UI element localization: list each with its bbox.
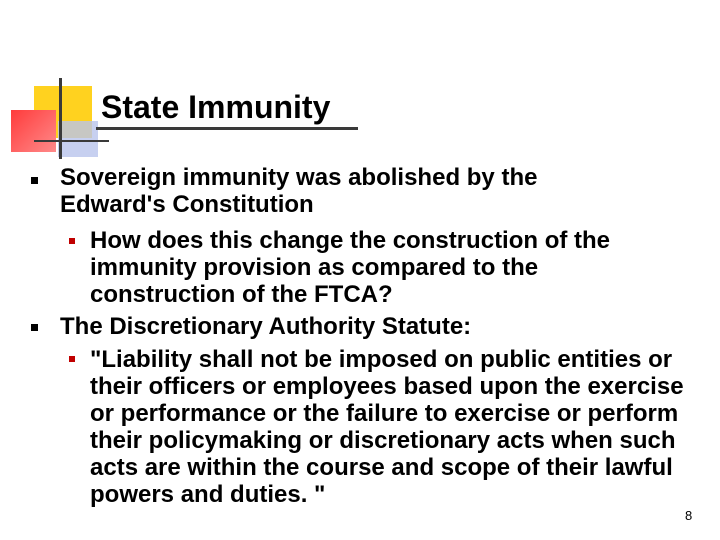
bullet-square-icon xyxy=(31,177,38,184)
logo-blue-square xyxy=(58,121,98,157)
logo-red-square xyxy=(11,110,56,152)
slide-title: State Immunity xyxy=(101,89,331,125)
sub-bullet-text: How does this change the construction of the immunity provision as compared to the construction of the FTCA? xyxy=(90,227,611,308)
sub-bullet-square-icon xyxy=(69,238,75,244)
page-number: 8 xyxy=(685,508,693,523)
bullet-square-icon xyxy=(31,324,38,331)
bullet-text: The Discretionary Authority Statute: xyxy=(60,313,472,340)
sub-bullet-text: "Liability shall not be imposed on public entities or their officers or employees based upon the exercise or performance or the failure to exercise or perform their policymaking or discretionary acts when such acts are within the course and scope of their lawful powers and duties. " xyxy=(90,346,684,508)
sub-bullet-square-icon xyxy=(69,356,75,362)
logo-vertical-line xyxy=(59,78,62,159)
title-underline xyxy=(96,127,358,130)
slide-logo-graphic xyxy=(0,0,110,170)
logo-horizontal-line xyxy=(34,140,109,142)
bullet-text: Sovereign immunity was abolished by the Edward's Constitution xyxy=(60,164,538,218)
